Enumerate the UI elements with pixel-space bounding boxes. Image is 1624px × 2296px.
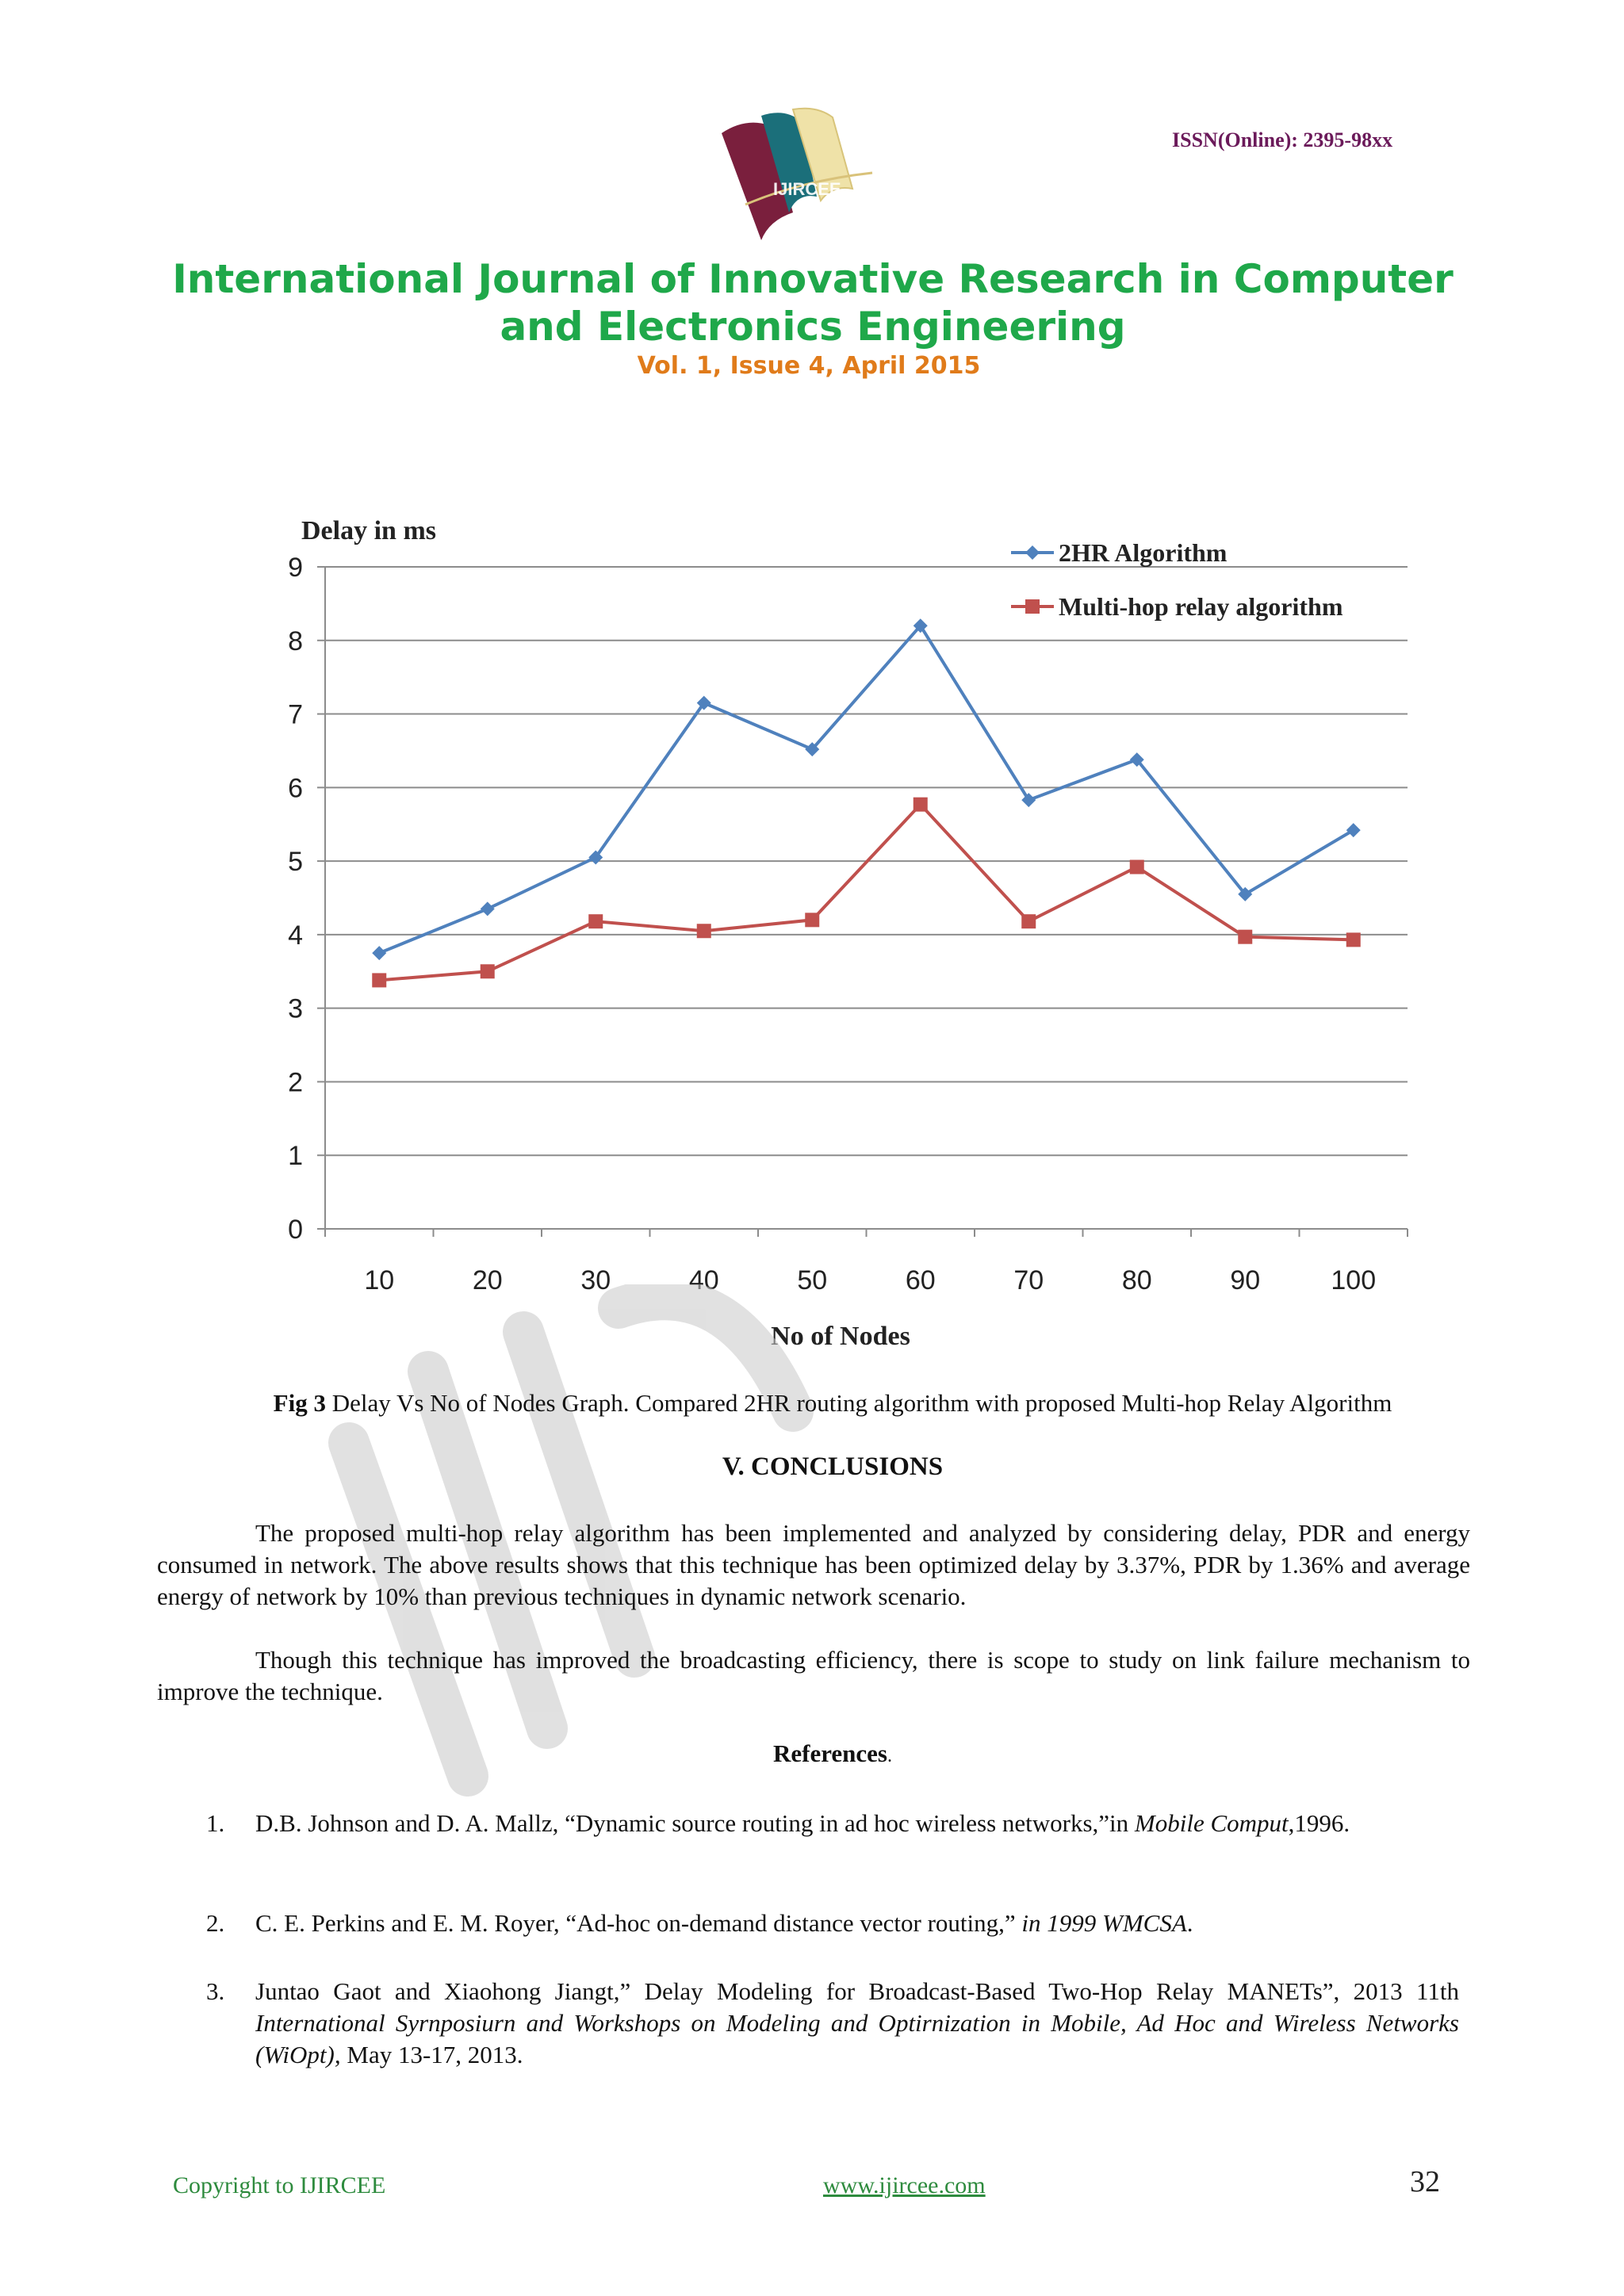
chart-legend	[1011, 538, 1343, 621]
x-axis-label: No of Nodes	[771, 1322, 910, 1351]
legend-marker	[1025, 599, 1040, 614]
reference-source: International Syrnposiurn and Workshops on Modeling and Optirnization in Mobile, Ad Hoc and Wireless Networks (WiOpt),	[255, 2009, 1459, 2068]
chart-axes	[288, 553, 1408, 1295]
reference-tail: May 13-17, 2013.	[340, 2041, 523, 2068]
y-axis-label: Delay in ms	[301, 516, 436, 545]
data-point	[588, 914, 603, 928]
data-point	[805, 913, 819, 927]
logo-text: IJIRCEE	[773, 179, 841, 199]
x-tick-label: 20	[472, 1265, 503, 1295]
y-tick-label: 7	[288, 699, 303, 730]
legend-label: 2HR Algorithm	[1059, 538, 1228, 567]
figure-caption	[159, 1389, 1507, 1418]
reference-source: Mobile Comput	[1134, 1809, 1289, 1837]
x-tick-label: 90	[1230, 1265, 1261, 1295]
reference-text	[255, 1976, 1459, 2071]
y-tick-label: 9	[288, 553, 303, 583]
y-tick-label: 3	[288, 993, 303, 1024]
legend-label: Multi-hop relay algorithm	[1059, 592, 1343, 621]
x-tick-label: 40	[688, 1265, 719, 1295]
references-heading	[159, 1739, 1507, 1768]
x-tick-label: 70	[1013, 1265, 1044, 1295]
y-tick-label: 5	[288, 847, 303, 878]
reference-body: C. E. Perkins and E. M. Royer, “Ad-hoc on-demand distance vector routing,”	[255, 1909, 1022, 1937]
data-point	[1021, 793, 1036, 807]
reference-body: Juntao Gaot and Xiaohong Jiangt,” Delay Modeling for Broadcast-Based Two-Hop Relay MANETs”, 2013 11th	[255, 1977, 1459, 2005]
x-tick-label: 50	[797, 1265, 828, 1295]
reference-number: 3.	[206, 1977, 225, 2005]
reference-tail: ,1996.	[1288, 1809, 1350, 1837]
figure-label: Fig 3	[273, 1389, 326, 1417]
data-point	[1346, 823, 1361, 837]
footer-website-link[interactable]: www.ijircee.com	[823, 2172, 986, 2198]
journal-title-line1: International Journal of Innovative Research in Computer	[172, 256, 1454, 302]
reference-item	[157, 1908, 1459, 1939]
reference-body: D.B. Johnson and D. A. Mallz, “Dynamic source routing in ad hoc wireless networks,”in	[255, 1809, 1135, 1837]
footer-copyright: Copyright to IJIRCEE	[173, 2172, 386, 2198]
paragraph: The proposed multi-hop relay algorithm has been implemented and analyzed by considering delay, PDR and energy consumed in network. The above results shows that this technique has been optimized delay by 3.37%, PDR by 1.36% and average energy of network by 10% than previous techniques in dynamic network scenario.	[157, 1519, 1470, 1610]
y-tick-label: 1	[288, 1141, 303, 1172]
volume-issue: Vol. 1, Issue 4, April 2015	[637, 352, 981, 380]
reference-source: in 1999 WMCSA	[1021, 1909, 1187, 1937]
x-tick-label: 30	[580, 1265, 611, 1295]
data-point	[697, 924, 711, 938]
data-point	[1130, 860, 1144, 874]
data-point	[1021, 914, 1036, 928]
legend-marker	[1025, 545, 1040, 560]
references-heading-text: References	[772, 1739, 887, 1767]
y-tick-label: 2	[288, 1067, 303, 1098]
y-tick-label: 6	[288, 773, 303, 804]
x-tick-label: 100	[1331, 1265, 1377, 1295]
section-heading: V. CONCLUSIONS	[722, 1452, 944, 1481]
data-point	[481, 901, 495, 916]
reference-item	[157, 1976, 1459, 2071]
reference-number: 1.	[206, 1809, 225, 1837]
y-tick-label: 8	[288, 626, 303, 656]
journal-title	[143, 255, 1483, 350]
data-point	[481, 964, 495, 978]
figure-caption-text: Delay Vs No of Nodes Graph. Compared 2HR routing algorithm with proposed Multi-hop Relay Algorithm	[325, 1389, 1392, 1417]
page-number: 32	[1410, 2165, 1440, 2198]
journal-logo	[714, 101, 896, 244]
data-point	[1346, 932, 1361, 947]
paragraph: Though this technique has improved the broadcasting efficiency, there is scope to study on link failure mechanism to improve the technique.	[157, 1646, 1470, 1705]
data-point	[1238, 930, 1252, 944]
reference-tail: .	[1186, 1909, 1193, 1937]
data-point	[914, 798, 928, 812]
data-point	[372, 946, 386, 960]
delay-line-chart	[262, 499, 1435, 1356]
x-tick-label: 60	[905, 1265, 936, 1295]
y-tick-label: 4	[288, 920, 303, 951]
x-tick-label: 10	[364, 1265, 395, 1295]
reference-item	[157, 1808, 1459, 1871]
references-heading-dot: .	[887, 1746, 892, 1766]
reference-number: 2.	[206, 1909, 225, 1937]
reference-text	[255, 1808, 1459, 1839]
chart-series	[372, 618, 1361, 987]
issn-label: ISSN(Online): 2395-98xx	[1172, 128, 1393, 151]
series-line	[379, 626, 1354, 953]
data-point	[372, 973, 386, 987]
journal-title-line2: and Electronics Engineering	[500, 304, 1126, 350]
y-tick-label: 0	[288, 1215, 303, 1245]
x-tick-label: 80	[1121, 1265, 1152, 1295]
reference-text	[255, 1908, 1459, 1939]
